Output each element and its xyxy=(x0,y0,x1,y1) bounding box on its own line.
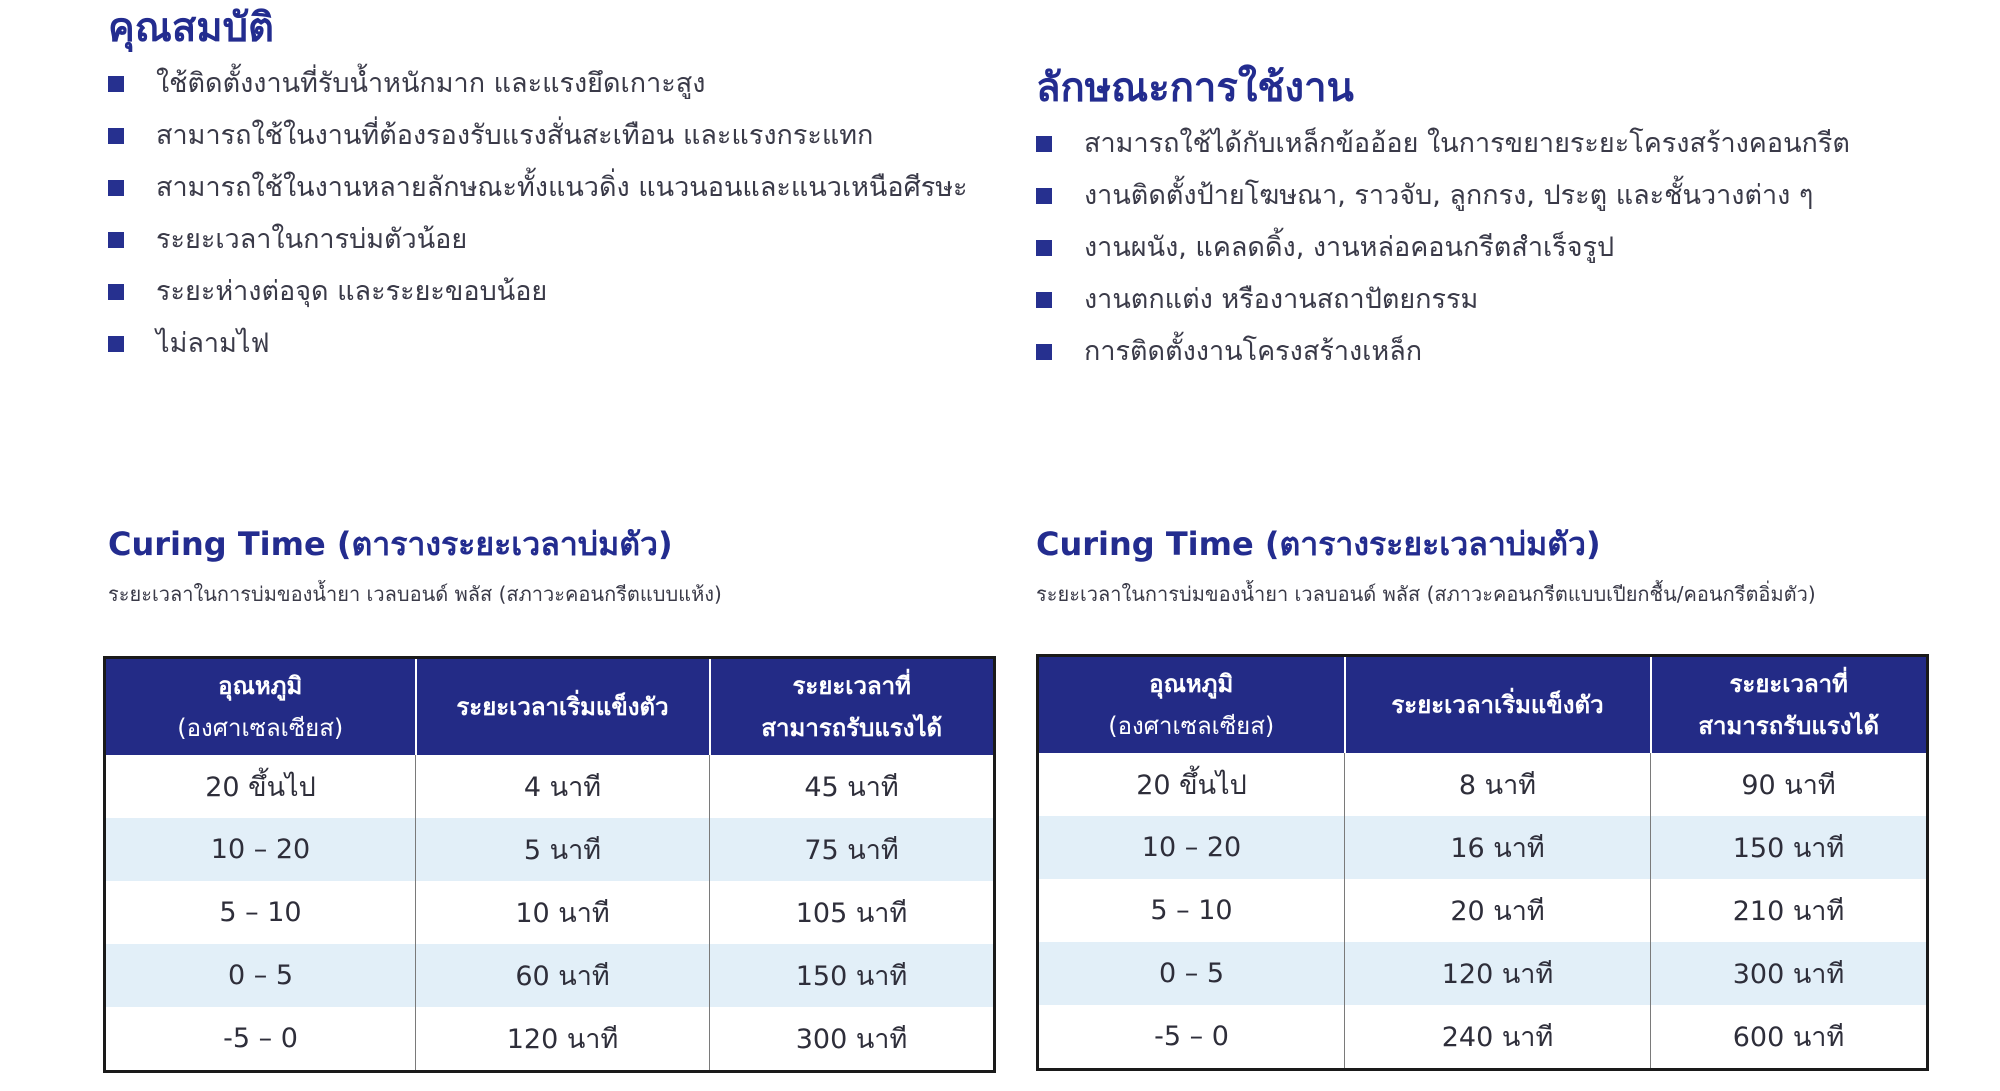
cell-temperature: 10 – 20 xyxy=(105,818,416,881)
square-bullet-icon xyxy=(108,128,124,144)
usage-list xyxy=(1036,128,1850,368)
properties-title: คุณสมบัติ xyxy=(108,5,275,51)
cell-load-time: 105 นาที xyxy=(710,881,995,944)
table-wet-title: Curing Time (ตารางระยะเวลาบ่มตัว) xyxy=(1036,525,1601,563)
table-header-row xyxy=(105,658,995,756)
cell-initial-set: 4 นาที xyxy=(416,755,710,818)
square-bullet-icon xyxy=(108,284,124,300)
header-text: ระยะเวลาที่ xyxy=(792,672,911,700)
cell-load-time: 75 นาที xyxy=(710,818,995,881)
square-bullet-icon xyxy=(108,180,124,196)
header-subtext: สามารถรับแรงได้ xyxy=(1698,712,1880,740)
column-header-load-time xyxy=(1651,656,1928,754)
square-bullet-icon xyxy=(108,232,124,248)
square-bullet-icon xyxy=(1036,136,1052,152)
usage-text: การติดตั้งงานโครงสร้างเหล็ก xyxy=(1084,336,1423,367)
cell-initial-set: 120 นาที xyxy=(416,1007,710,1072)
list-item xyxy=(108,224,968,256)
cell-initial-set: 16 นาที xyxy=(1345,816,1651,879)
cell-load-time: 150 นาที xyxy=(710,944,995,1007)
square-bullet-icon xyxy=(1036,240,1052,256)
cell-initial-set: 10 นาที xyxy=(416,881,710,944)
properties-list xyxy=(108,68,968,360)
cell-temperature: 5 – 10 xyxy=(1038,879,1345,942)
cell-initial-set: 5 นาที xyxy=(416,818,710,881)
cell-temperature: -5 – 0 xyxy=(105,1007,416,1072)
table-row xyxy=(105,881,995,944)
column-header-temperature xyxy=(1038,656,1345,754)
cell-temperature: 10 – 20 xyxy=(1038,816,1345,879)
square-bullet-icon xyxy=(1036,344,1052,360)
column-header-load-time xyxy=(710,658,995,756)
cell-load-time: 210 นาที xyxy=(1651,879,1928,942)
header-subtext: (องศาเซลเซียส) xyxy=(1108,712,1275,740)
list-item xyxy=(1036,180,1850,212)
list-item xyxy=(1036,232,1850,264)
usage-title: ลักษณะการใช้งาน xyxy=(1036,65,1354,111)
property-text: ระยะเวลาในการบ่มตัวน้อย xyxy=(156,224,468,255)
usage-text: สามารถใช้ได้กับเหล็กข้ออ้อย ในการขยายระยะโครงสร้างคอนกรีต xyxy=(1084,128,1850,159)
column-header-initial-set: ระยะเวลาเริ่มแข็งตัว xyxy=(1345,656,1651,754)
list-item xyxy=(108,328,968,360)
header-subtext: (องศาเซลเซียส) xyxy=(177,714,344,742)
cell-initial-set: 240 นาที xyxy=(1345,1005,1651,1070)
table-row xyxy=(105,1007,995,1072)
list-item xyxy=(1036,128,1850,160)
table-row xyxy=(105,944,995,1007)
list-item xyxy=(108,120,968,152)
table-header-row xyxy=(1038,656,1928,754)
table-row xyxy=(1038,816,1928,879)
curing-table-wet xyxy=(1036,654,1929,1071)
cell-load-time: 45 นาที xyxy=(710,755,995,818)
table-row xyxy=(1038,1005,1928,1070)
table-row xyxy=(1038,879,1928,942)
cell-temperature: 5 – 10 xyxy=(105,881,416,944)
table-row xyxy=(1038,942,1928,1005)
cell-temperature: 0 – 5 xyxy=(1038,942,1345,1005)
cell-initial-set: 8 นาที xyxy=(1345,753,1651,816)
cell-initial-set: 60 นาที xyxy=(416,944,710,1007)
cell-temperature: 0 – 5 xyxy=(105,944,416,1007)
header-text: อุณหภูมิ xyxy=(218,672,303,700)
property-text: ใช้ติดตั้งงานที่รับน้ำหนักมาก และแรงยึดเกาะสูง xyxy=(156,68,706,99)
header-text: อุณหภูมิ xyxy=(1149,670,1234,698)
list-item xyxy=(1036,336,1850,368)
table-row xyxy=(105,818,995,881)
property-text: สามารถใช้ในงานหลายลักษณะทั้งแนวดิ่ง แนวนอนและแนวเหนือศีรษะ xyxy=(156,172,968,203)
square-bullet-icon xyxy=(108,76,124,92)
list-item xyxy=(108,172,968,204)
usage-text: งานตกแต่ง หรืองานสถาปัตยกรรม xyxy=(1084,284,1479,315)
usage-text: งานติดตั้งป้ายโฆษณา, ราวจับ, ลูกกรง, ประตู และชั้นวางต่าง ๆ xyxy=(1084,180,1814,211)
cell-load-time: 600 นาที xyxy=(1651,1005,1928,1070)
table-wet-subtitle: ระยะเวลาในการบ่มของน้ำยา เวลบอนด์ พลัส (สภาวะคอนกรีตแบบเปียกชื้น/คอนกรีตอิ่มตัว) xyxy=(1036,582,1816,606)
cell-load-time: 150 นาที xyxy=(1651,816,1928,879)
cell-load-time: 300 นาที xyxy=(1651,942,1928,1005)
list-item xyxy=(108,68,968,100)
property-text: ระยะห่างต่อจุด และระยะขอบน้อย xyxy=(156,276,548,307)
cell-load-time: 300 นาที xyxy=(710,1007,995,1072)
cell-temperature: -5 – 0 xyxy=(1038,1005,1345,1070)
square-bullet-icon xyxy=(1036,292,1052,308)
table-row xyxy=(1038,753,1928,816)
column-header-initial-set: ระยะเวลาเริ่มแข็งตัว xyxy=(416,658,710,756)
list-item xyxy=(108,276,968,308)
cell-temperature: 20 ขึ้นไป xyxy=(1038,753,1345,816)
property-text: สามารถใช้ในงานที่ต้องรองรับแรงสั่นสะเทือน และแรงกระแทก xyxy=(156,120,874,151)
table-dry-subtitle: ระยะเวลาในการบ่มของน้ำยา เวลบอนด์ พลัส (สภาวะคอนกรีตแบบแห้ง) xyxy=(108,582,722,606)
table-row xyxy=(105,755,995,818)
cell-temperature: 20 ขึ้นไป xyxy=(105,755,416,818)
usage-text: งานผนัง, แคลดดิ้ง, งานหล่อคอนกรีตสำเร็จรูป xyxy=(1084,232,1615,263)
column-header-temperature xyxy=(105,658,416,756)
header-subtext: สามารถรับแรงได้ xyxy=(761,714,943,742)
cell-load-time: 90 นาที xyxy=(1651,753,1928,816)
square-bullet-icon xyxy=(1036,188,1052,204)
table-dry-title: Curing Time (ตารางระยะเวลาบ่มตัว) xyxy=(108,525,673,563)
list-item xyxy=(1036,284,1850,316)
property-text: ไม่ลามไฟ xyxy=(156,328,270,359)
square-bullet-icon xyxy=(108,336,124,352)
header-text: ระยะเวลาที่ xyxy=(1729,670,1848,698)
curing-table-dry xyxy=(103,656,996,1073)
cell-initial-set: 120 นาที xyxy=(1345,942,1651,1005)
cell-initial-set: 20 นาที xyxy=(1345,879,1651,942)
